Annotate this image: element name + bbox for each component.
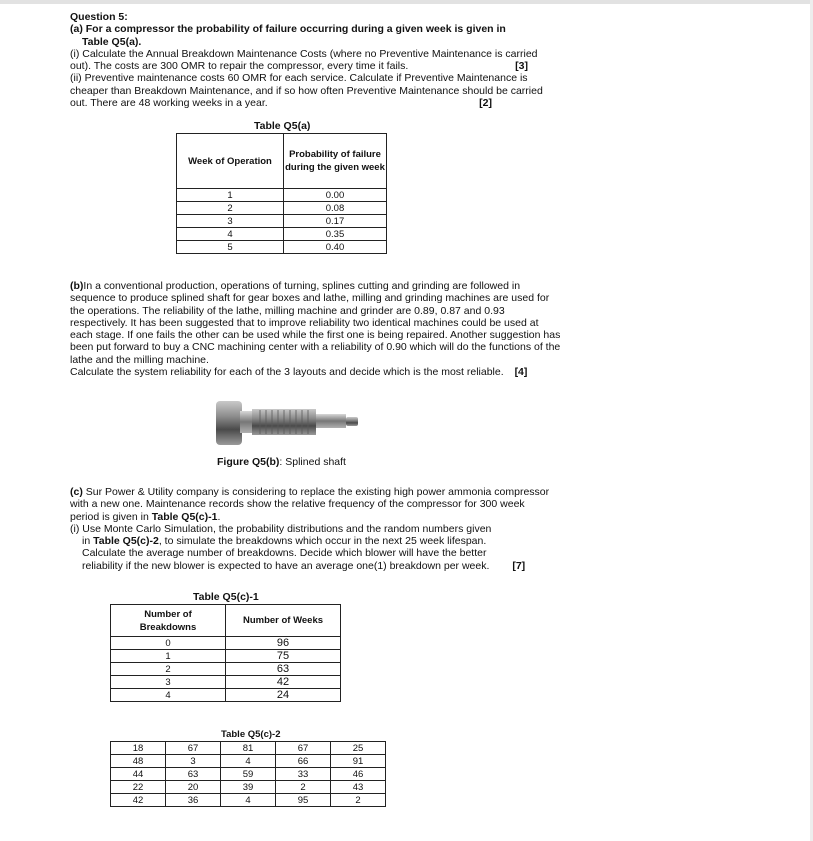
table-c2-cell: 95: [276, 794, 331, 807]
question-title: Question 5:: [70, 11, 128, 23]
part-a-ii-line3: out. There are 48 working weeks in a year.: [70, 97, 268, 110]
table-c1-weeks: 42: [226, 676, 341, 689]
table-a-row: [177, 228, 387, 241]
table-c2-row: [111, 781, 386, 794]
splined-shaft-image: [212, 398, 362, 448]
table-c2-cell: 22: [111, 781, 166, 794]
part-a-i-row: [70, 60, 550, 72]
table-c1-weeks: 24: [226, 689, 341, 702]
table-c2-cell: 67: [276, 742, 331, 755]
table-c2-cell: 44: [111, 768, 166, 781]
table-c2-cell: 3: [166, 755, 221, 768]
table-a-prob: 0.00: [284, 189, 387, 202]
part-b-marks: [4]: [514, 366, 528, 379]
table-c2-cell: 36: [166, 794, 221, 807]
table-c1-breakdowns: 2: [111, 663, 226, 676]
part-c-i-marks: [7]: [512, 559, 526, 572]
table-c2-cell: 46: [331, 768, 386, 781]
table-c2-cell: 39: [221, 781, 276, 794]
table-a-week: 5: [177, 241, 284, 254]
table-c2-cell: 67: [166, 742, 221, 755]
table-c1-row: [111, 650, 341, 663]
table-c2-cell: 63: [166, 768, 221, 781]
table-a-week: 2: [177, 202, 284, 215]
table-c1-breakdowns: 3: [111, 676, 226, 689]
part-a-ii-row: [70, 97, 550, 109]
table-c2-row: [111, 755, 386, 768]
table-c2-cell: 2: [331, 794, 386, 807]
part-c-line1: [70, 486, 550, 498]
table-c2-cell: 43: [331, 781, 386, 794]
table-c2-cell: 91: [331, 755, 386, 768]
part-a-ii-line2: cheaper than Breakdown Maintenance, and if so how often Preventive Maintenance should be carried: [70, 84, 543, 97]
table-c1-row: [111, 689, 341, 702]
table-c2-row: [111, 794, 386, 807]
table-c2-cell: 66: [276, 755, 331, 768]
top-border: [0, 0, 813, 4]
table-a-prob: 0.35: [284, 228, 387, 241]
part-c-label: (c): [70, 486, 83, 498]
part-b-line8: Calculate the system reliability for each of the 3 layouts and decide which is the most reliable.: [70, 366, 504, 379]
part-c-i-line2-pre: in: [82, 535, 94, 548]
table-c2-cell: 42: [111, 794, 166, 807]
table-a-header-prob-line1: Probability of failure: [289, 149, 381, 160]
part-a-line1: (a) For a compressor the probability of failure occurring during a given week is given in: [70, 23, 506, 36]
table-c2-cell: 4: [221, 794, 276, 807]
part-a-line2: Table Q5(a).: [82, 35, 142, 48]
part-c-line3-ref: Table Q5(c)-1: [151, 510, 218, 523]
table-c2-caption: Table Q5(c)-2: [221, 729, 281, 740]
table-a-row: [177, 202, 387, 215]
table-c2-row: [111, 768, 386, 781]
table-c1-header-weeks: Number of Weeks: [226, 605, 341, 637]
table-c1-header-breakdowns-line1: Number of: [144, 608, 192, 620]
table-a-prob: 0.08: [284, 202, 387, 215]
figure-label: Figure Q5(b): [217, 456, 280, 468]
part-c-line3-pre: period is given in: [70, 510, 152, 523]
table-c2-cell: 18: [111, 742, 166, 755]
table-c1-row: [111, 663, 341, 676]
table-c2-row: [111, 742, 386, 755]
part-c-i-line4-row: [70, 560, 540, 572]
part-b-line8-row: [70, 366, 570, 378]
table-c1: [110, 604, 341, 702]
part-c-line3: [70, 511, 540, 523]
part-c-line2: with a new one. Maintenance records show the relative frequency of the compressor for 300 week: [70, 498, 525, 511]
table-c1-header-breakdowns-line2: Breakdowns: [139, 621, 197, 633]
table-c1-breakdowns: 4: [111, 689, 226, 702]
part-a-ii-line1: (ii) Preventive maintenance costs 60 OMR for each service. Calculate if Preventive Maintenance is: [70, 72, 528, 85]
figure-caption-text: : Splined shaft: [279, 456, 346, 468]
part-a-i-marks: [3]: [515, 60, 528, 73]
part-c-i-line3: Calculate the average number of breakdowns. Decide which blower will have the better: [82, 547, 487, 560]
table-c1-caption: Table Q5(c)-1: [193, 591, 259, 603]
part-c-line3-post: .: [217, 510, 221, 523]
table-a-week: 4: [177, 228, 284, 241]
table-c2-cell: 4: [221, 755, 276, 768]
part-c-i-line4: reliability if the new blower is expected to have an average one(1) breakdown per week.: [82, 559, 490, 572]
part-b-line5: each stage. If one fails the other can be used while the first one is being repaired. Another suggestion has: [70, 329, 561, 342]
part-c-line1-rest: Sur Power & Utility company is considering to replace the existing high power ammonia compressor: [82, 486, 550, 498]
table-c1-breakdowns: 1: [111, 650, 226, 663]
question-a-block: [70, 11, 550, 109]
table-a-row: [177, 215, 387, 228]
table-c2-cell: 33: [276, 768, 331, 781]
table-c1-row: [111, 637, 341, 650]
table-a-week: 1: [177, 189, 284, 202]
table-c1-weeks: 75: [226, 650, 341, 663]
table-c2-cell: 48: [111, 755, 166, 768]
part-a-i-line1: (i) Calculate the Annual Breakdown Maintenance Costs (where no Preventive Maintenance is carried: [70, 47, 538, 60]
figure-caption: [217, 456, 346, 468]
table-a-header-week: Week of Operation: [177, 134, 284, 189]
part-b-line3: the operations. The reliability of the lathe, milling machine and grinder are 0.89, 0.87 and 0.93: [70, 304, 505, 317]
part-b-line1: (b)In a conventional production, operations of turning, splines cutting and grinding are followed in: [70, 280, 521, 292]
part-b-line1-text: In a conventional production, operations of turning, splines cutting and grinding are followed in: [83, 280, 521, 292]
part-c-i-line1: (i) Use Monte Carlo Simulation, the probability distributions and the random numbers given: [70, 522, 492, 535]
table-a-prob: 0.40: [284, 241, 387, 254]
part-c-line1-text: [70, 486, 549, 498]
table-c1-weeks: 96: [226, 637, 341, 650]
table-c1-row: [111, 676, 341, 689]
table-c2-cell: 2: [276, 781, 331, 794]
part-a-ii-marks: [2]: [479, 97, 492, 110]
table-a-week: 3: [177, 215, 284, 228]
part-b-line6: been put forward to buy a CNC machining center with a reliability of 0.90 which will do the functions of the: [70, 341, 561, 354]
table-c2-cell: 25: [331, 742, 386, 755]
part-b-line4: respectively. It has been suggested that to improve reliability two identical machines could be used at: [70, 316, 539, 329]
part-b-line7: lathe and the milling machine.: [70, 353, 209, 366]
table-c2-cell: 81: [221, 742, 276, 755]
table-c2-cell: 20: [166, 781, 221, 794]
table-a-header-prob: [284, 134, 387, 189]
table-c2-cell: 59: [221, 768, 276, 781]
table-a-row: [177, 241, 387, 254]
table-a-caption: Table Q5(a): [254, 120, 311, 132]
part-b-line2: sequence to produce splined shaft for gear boxes and lathe, milling and grinding machines are used for: [70, 292, 550, 305]
part-c-i-line2: [70, 535, 540, 547]
question-b-block: [70, 280, 570, 378]
table-a-row: [177, 189, 387, 202]
table-a-header-prob-line2: during the given week: [285, 162, 385, 173]
table-a: [176, 133, 387, 254]
part-c-i-line2-ref: Table Q5(c)-2: [93, 535, 159, 548]
table-c1-header-breakdowns: [111, 605, 226, 637]
table-c2: [110, 741, 386, 807]
part-c-i-line2-post: , to simulate the breakdowns which occur in the next 25 week lifespan.: [158, 535, 487, 548]
question-c-block: [70, 486, 550, 572]
part-a-i-line2: out). The costs are 300 OMR to repair the compressor, every time it fails.: [70, 60, 409, 73]
table-a-prob: 0.17: [284, 215, 387, 228]
table-c1-weeks: 63: [226, 663, 341, 676]
table-c1-breakdowns: 0: [111, 637, 226, 650]
